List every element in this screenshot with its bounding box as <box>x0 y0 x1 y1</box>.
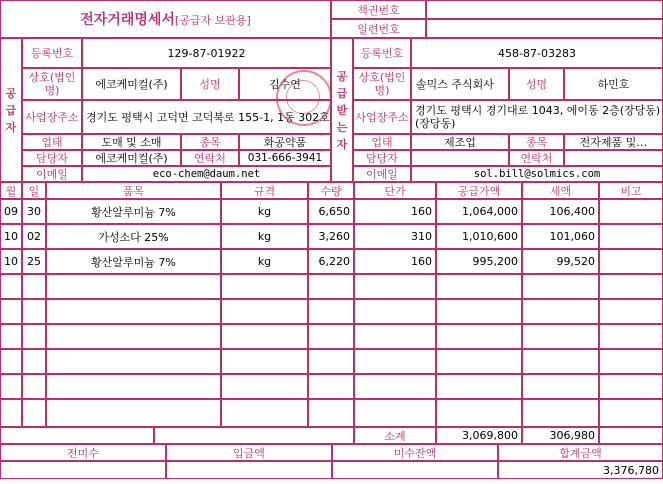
cell-month <box>0 399 22 427</box>
document-title <box>80 9 251 29</box>
cell-note <box>599 399 663 427</box>
cell-unit-price: 160 <box>354 199 436 224</box>
col-header-tax: 세액 <box>522 182 599 199</box>
cell-spec: kg <box>221 199 308 224</box>
subtotal-note <box>599 427 663 444</box>
book-no-label: 책권번호 <box>331 0 426 19</box>
cell-note <box>599 224 663 249</box>
buyer-reg-no: 458-87-03283 <box>411 38 663 68</box>
cell-tax <box>522 399 599 427</box>
cell-unit-price <box>354 349 436 374</box>
cell-qty: 6,220 <box>308 249 354 274</box>
cell-supply <box>436 374 522 399</box>
cell-month <box>0 274 22 299</box>
cell-day <box>22 399 46 427</box>
buyer-name-label: 상호(법인명) <box>353 68 411 100</box>
cell-spec: kg <box>221 249 308 274</box>
buyer-addr-label: 사업장주소 <box>353 100 411 134</box>
cell-supply: 1,010,600 <box>436 224 522 249</box>
buyer-contact-label: 담당자 <box>353 150 411 166</box>
cell-item <box>46 349 221 374</box>
cell-spec <box>221 399 308 427</box>
total-value: 3,376,780 <box>498 461 663 479</box>
col-header-day: 일 <box>22 182 46 199</box>
cell-supply <box>436 299 522 324</box>
cell-note <box>599 299 663 324</box>
title-text: 전자거래명세서 <box>80 12 175 28</box>
title-subtitle: [공급자 보관용] <box>174 14 251 27</box>
prev-balance-label: 전미수 <box>0 444 166 461</box>
subtotal-supply: 3,069,800 <box>436 427 522 444</box>
cell-item: 황산알루미늄 7% <box>46 199 221 224</box>
cell-item: 가성소다 25% <box>46 224 221 249</box>
cell-unit-price <box>354 374 436 399</box>
cell-item <box>46 324 221 349</box>
col-header-item: 품목 <box>46 182 221 199</box>
buyer-phone <box>564 150 663 166</box>
cell-item <box>46 399 221 427</box>
prev-balance-value <box>0 461 166 479</box>
cell-tax <box>522 274 599 299</box>
supplier-reg-label: 등록번호 <box>22 38 82 68</box>
supplier-side-label: 공 급 자 <box>0 38 22 182</box>
col-header-spec: 규격 <box>221 182 308 199</box>
cell-note <box>599 324 663 349</box>
cell-unit-price <box>354 324 436 349</box>
paid-value <box>166 461 332 479</box>
cell-day: 30 <box>22 199 46 224</box>
cell-spec <box>221 274 308 299</box>
cell-qty <box>308 324 354 349</box>
cell-day <box>22 374 46 399</box>
subtotal-blank-1 <box>0 427 154 444</box>
buyer-biz-item-label: 종목 <box>509 134 564 150</box>
buyer-biz-type-label: 업태 <box>353 134 411 150</box>
supplier-name-label: 상호(법인명) <box>22 68 82 100</box>
cell-tax <box>522 299 599 324</box>
col-header-supply: 공급가액 <box>436 182 522 199</box>
cell-month: 09 <box>0 199 22 224</box>
cell-unit-price: 310 <box>354 224 436 249</box>
buyer-biz-type: 제조업 <box>411 134 509 150</box>
cell-month: 10 <box>0 249 22 274</box>
buyer-reg-label: 등록번호 <box>353 38 411 68</box>
buyer-addr: 경기도 평택시 경기대로 1043, 에이동 2층(장당동)(장당동) <box>411 100 663 134</box>
supplier-biz-type: 도매 및 소매 <box>82 134 181 150</box>
buyer-email: sol.bill@solmics.com <box>411 166 663 182</box>
cell-qty <box>308 274 354 299</box>
cell-day <box>22 324 46 349</box>
cell-month <box>0 299 22 324</box>
buyer-ceo: 하민호 <box>564 68 663 100</box>
supplier-email: eco-chem@daum.net <box>82 166 331 182</box>
cell-supply <box>436 399 522 427</box>
cell-unit-price <box>354 399 436 427</box>
serial-no-label: 일련번호 <box>331 19 426 38</box>
cell-supply <box>436 324 522 349</box>
cell-item <box>46 274 221 299</box>
cell-qty: 3,260 <box>308 224 354 249</box>
cell-day <box>22 349 46 374</box>
supplier-addr: 경기도 평택시 고덕면 고덕북로 155-1, 1동 302호 <box>82 100 331 134</box>
cell-item <box>46 299 221 324</box>
supplier-ceo: 김수연 <box>239 68 331 100</box>
cell-tax: 106,400 <box>522 199 599 224</box>
col-header-qty: 수량 <box>308 182 354 199</box>
col-header-month: 월 <box>0 182 22 199</box>
supplier-phone: 031-666-3941 <box>239 150 331 166</box>
cell-item <box>46 374 221 399</box>
cell-qty <box>308 399 354 427</box>
cell-note <box>599 249 663 274</box>
cell-tax <box>522 349 599 374</box>
cell-day: 02 <box>22 224 46 249</box>
buyer-side-label: 공 급 받 는 자 <box>331 38 353 182</box>
cell-note <box>599 374 663 399</box>
buyer-ceo-label: 성명 <box>509 68 564 100</box>
subtotal-label: 소계 <box>354 427 436 444</box>
cell-qty <box>308 299 354 324</box>
paid-label: 입금액 <box>166 444 332 461</box>
cell-month <box>0 374 22 399</box>
buyer-email-label: 이메일 <box>353 166 411 182</box>
cell-spec <box>221 374 308 399</box>
cell-supply <box>436 349 522 374</box>
cell-note <box>599 274 663 299</box>
cell-supply <box>436 274 522 299</box>
supplier-biz-item: 화공약품 <box>239 134 331 150</box>
supplier-email-label: 이메일 <box>22 166 82 182</box>
cell-month <box>0 349 22 374</box>
supplier-contact-label: 담당자 <box>22 150 82 166</box>
cell-qty <box>308 374 354 399</box>
supplier-reg-no: 129-87-01922 <box>82 38 331 68</box>
cell-day: 25 <box>22 249 46 274</box>
col-header-note: 비고 <box>599 182 663 199</box>
book-no-value <box>426 0 663 19</box>
supplier-contact: 에코케미컬(주) <box>82 150 181 166</box>
buyer-phone-label: 연락처 <box>509 150 564 166</box>
buyer-name: 솔믹스 주식회사 <box>411 68 509 100</box>
supplier-name: 에코케미컬(주) <box>82 68 181 100</box>
supplier-addr-label: 사업장주소 <box>22 100 82 134</box>
document-title-cell <box>0 0 331 38</box>
cell-spec <box>221 349 308 374</box>
cell-unit-price <box>354 274 436 299</box>
cell-spec <box>221 324 308 349</box>
cell-supply: 995,200 <box>436 249 522 274</box>
col-header-unit-price: 단가 <box>354 182 436 199</box>
subtotal-tax: 306,980 <box>522 427 599 444</box>
cell-spec <box>221 299 308 324</box>
cell-spec: kg <box>221 224 308 249</box>
cell-tax: 101,060 <box>522 224 599 249</box>
subtotal-blank-2 <box>154 427 354 444</box>
supplier-biz-item-label: 종목 <box>181 134 239 150</box>
supplier-biz-type-label: 업태 <box>22 134 82 150</box>
serial-no-value <box>426 19 663 38</box>
cell-tax: 99,520 <box>522 249 599 274</box>
cell-note <box>599 199 663 224</box>
cell-month <box>0 324 22 349</box>
cell-tax <box>522 374 599 399</box>
cell-note <box>599 349 663 374</box>
total-label: 합계금액 <box>498 444 663 461</box>
buyer-biz-item: 전자제품 및… <box>564 134 663 150</box>
cell-supply: 1,064,000 <box>436 199 522 224</box>
buyer-contact <box>411 150 509 166</box>
supplier-ceo-label: 성명 <box>181 68 239 100</box>
cell-item: 황산알루미늄 7% <box>46 249 221 274</box>
unpaid-value <box>332 461 498 479</box>
cell-month: 10 <box>0 224 22 249</box>
supplier-phone-label: 연락처 <box>181 150 239 166</box>
unpaid-label: 미수잔액 <box>332 444 498 461</box>
cell-day <box>22 299 46 324</box>
cell-unit-price: 160 <box>354 249 436 274</box>
cell-day <box>22 274 46 299</box>
cell-qty <box>308 349 354 374</box>
cell-qty: 6,650 <box>308 199 354 224</box>
cell-unit-price <box>354 299 436 324</box>
cell-tax <box>522 324 599 349</box>
